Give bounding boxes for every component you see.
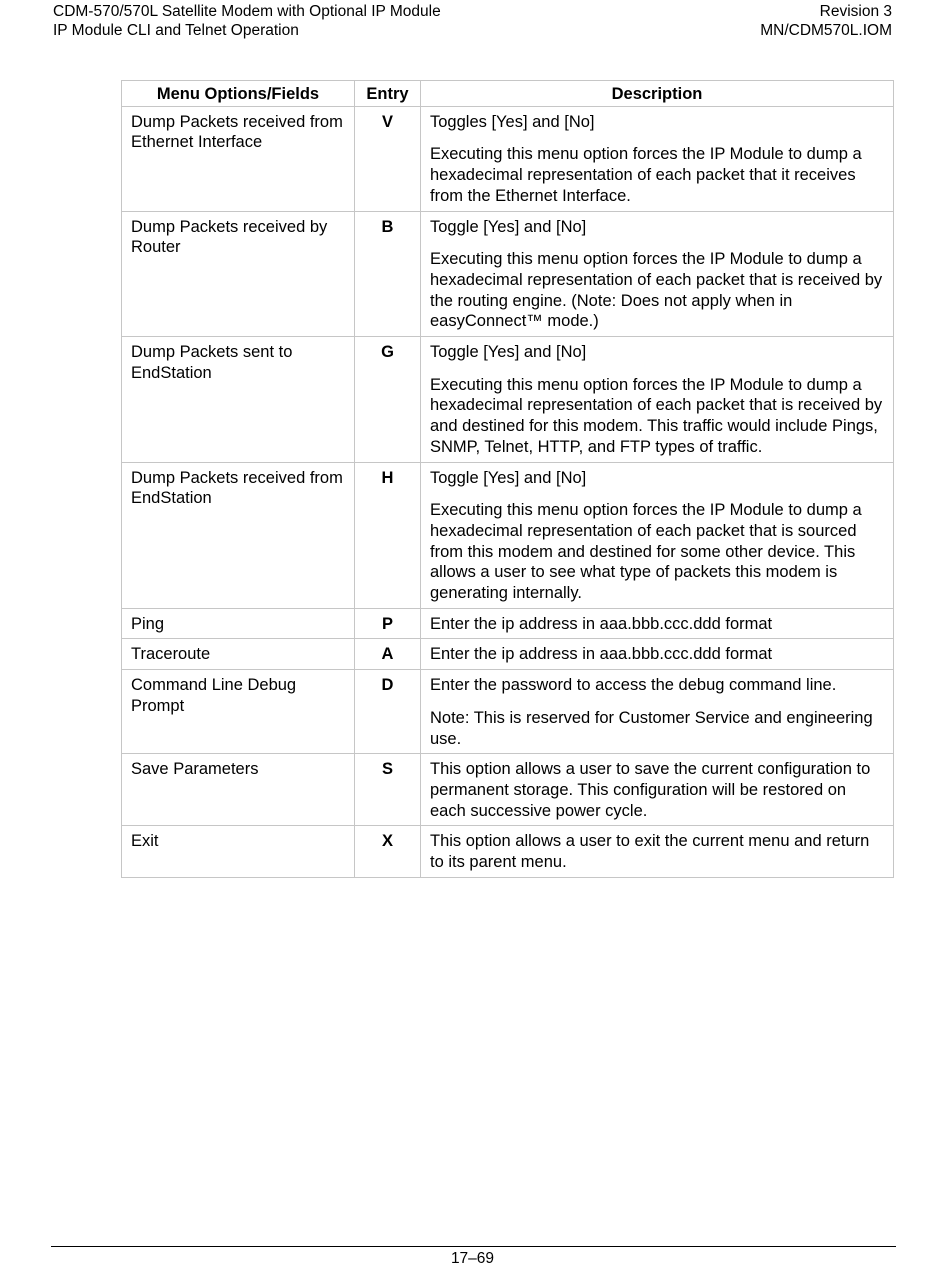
entry-key-cell: S (355, 754, 421, 826)
option-cell: Dump Packets received from Ethernet Interface (122, 106, 355, 211)
document-title: CDM-570/570L Satellite Modem with Optional IP Module (53, 3, 441, 20)
description-text: This option allows a user to exit the current menu and return to its parent menu. (430, 832, 870, 872)
description-toggle: Toggle [Yes] and [No] (430, 468, 587, 487)
description-text: Executing this menu option forces the IP Module to dump a hexadecimal representation of each packet that is sourced from this modem and destined for some other device. This allows a user to see what type of packets this modem is generating internally. (430, 501, 862, 603)
option-cell: Exit (122, 826, 355, 877)
description-cell (421, 670, 894, 754)
description-toggle: Toggles [Yes] and [No] (430, 112, 595, 131)
section-title: IP Module CLI and Telnet Operation (53, 22, 299, 39)
revision-label: Revision 3 (819, 3, 892, 20)
entry-key-cell: X (355, 826, 421, 877)
description-note: Note: This is reserved for Customer Service and engineering use. (430, 708, 873, 748)
option-cell: Ping (122, 608, 355, 639)
option-cell: Dump Packets sent to EndStation (122, 337, 355, 463)
table-row (122, 462, 894, 608)
entry-key-cell: A (355, 639, 421, 670)
description-cell (421, 608, 894, 639)
description-cell (421, 462, 894, 608)
description-toggle: Toggle [Yes] and [No] (430, 343, 587, 362)
entry-key-cell: H (355, 462, 421, 608)
description-cell (421, 106, 894, 211)
description-text: Executing this menu option forces the IP Module to dump a hexadecimal representation of each packet that is received by and destined for this modem. This traffic would include Pings, SNMP, Telnet, HTTP, and FTP types of traffic. (430, 375, 883, 456)
description-text: Executing this menu option forces the IP Module to dump a hexadecimal representation of each packet that is received by the routing engine. (Note: Does not apply when in easyConnect™ mode.) (430, 250, 883, 331)
menu-options-table (121, 80, 894, 878)
manual-number: MN/CDM570L.IOM (760, 22, 892, 39)
description-cell (421, 826, 894, 877)
description-text: Executing this menu option forces the IP Module to dump a hexadecimal representation of each packet that it receives from the Ethernet Interface. (430, 145, 862, 205)
entry-key-cell: V (355, 106, 421, 211)
option-cell: Traceroute (122, 639, 355, 670)
table-row (122, 754, 894, 826)
column-header-description: Description (421, 81, 894, 107)
option-cell: Dump Packets received from EndStation (122, 462, 355, 608)
description-text: Enter the ip address in aaa.bbb.ccc.ddd format (430, 645, 773, 664)
table-row (122, 337, 894, 463)
entry-key-cell: D (355, 670, 421, 754)
description-toggle: Toggle [Yes] and [No] (430, 217, 587, 236)
table-row (122, 106, 894, 211)
description-text: Enter the password to access the debug command line. (430, 676, 837, 695)
page-header-right (760, 2, 892, 40)
table-row (122, 826, 894, 877)
footer-divider (51, 1246, 896, 1247)
table-row (122, 670, 894, 754)
description-text: This option allows a user to save the current configuration to permanent storage. This configuration will be restored on each successive power cycle. (430, 760, 871, 820)
table-row (122, 211, 894, 337)
column-header-entry: Entry (355, 81, 421, 107)
option-cell: Save Parameters (122, 754, 355, 826)
option-cell: Command Line Debug Prompt (122, 670, 355, 754)
description-cell (421, 639, 894, 670)
page-header-left (53, 2, 441, 40)
table-header-row (122, 81, 894, 107)
description-cell (421, 337, 894, 463)
description-cell (421, 754, 894, 826)
option-cell: Dump Packets received by Router (122, 211, 355, 337)
entry-key-cell: G (355, 337, 421, 463)
table-row (122, 639, 894, 670)
description-text: Enter the ip address in aaa.bbb.ccc.ddd format (430, 614, 773, 633)
table-row (122, 608, 894, 639)
page-number: 17–69 (450, 1250, 495, 1267)
column-header-options: Menu Options/Fields (122, 81, 355, 107)
entry-key-cell: B (355, 211, 421, 337)
entry-key-cell: P (355, 608, 421, 639)
description-cell (421, 211, 894, 337)
